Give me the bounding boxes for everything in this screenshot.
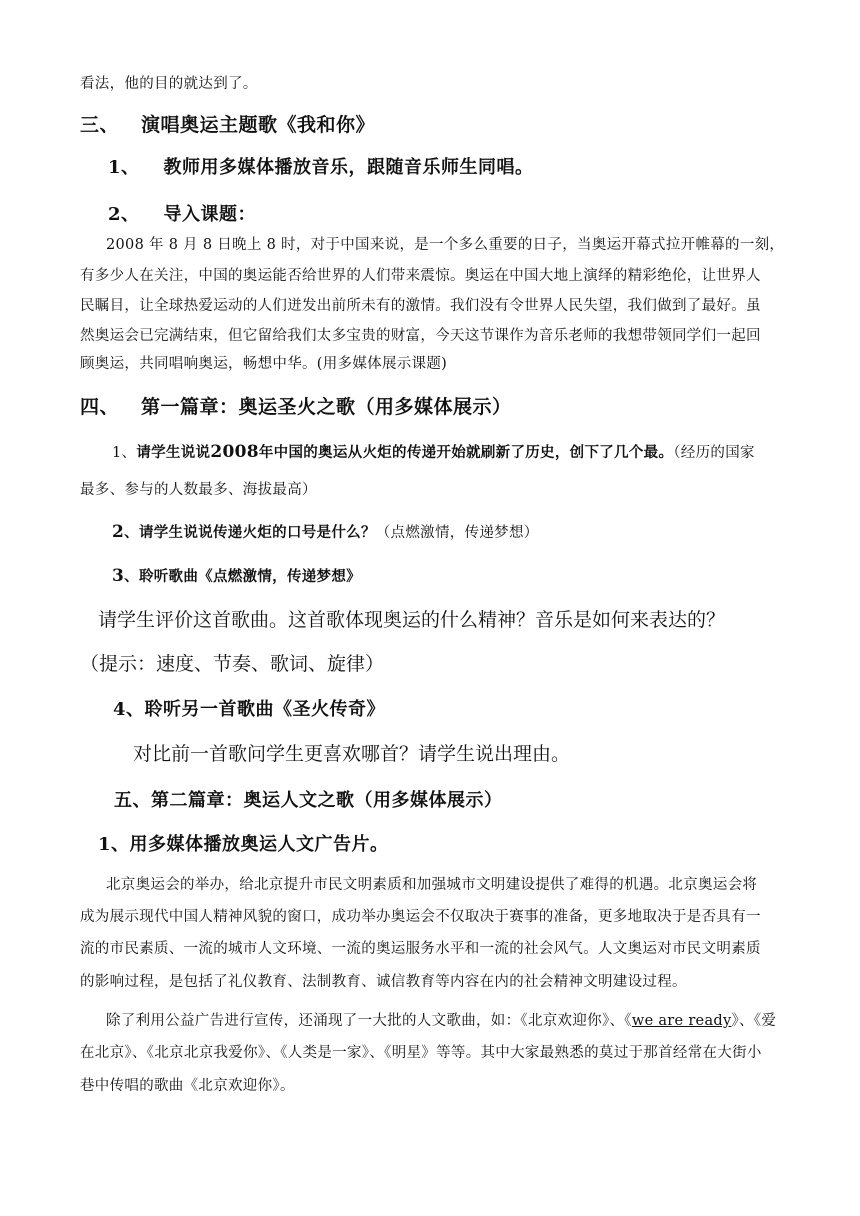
subheading-text: 教师用多媒体播放音乐，跟随音乐师生同唱。 [163, 157, 534, 178]
paragraph-line: （提示：速度、节奏、歌词、旋律） [80, 653, 385, 675]
item-number: 3 [112, 566, 125, 586]
paragraph-line: 流的市民素质、一流的城市人文环境、一流的奥运服务水平和一流的社会风气。人文奥运对市民文明素质 [80, 941, 761, 957]
paragraph-line: 对比前一首歌问学生更喜欢哪首？请学生说出理由。 [133, 743, 571, 765]
subheading-1 [108, 159, 534, 177]
question-text: 请学生说说 [136, 444, 211, 461]
section-title: 演唱奥运主题歌《我和你》 [141, 114, 376, 136]
answer-line: 最多、参与的人数最多、海拔最高） [80, 482, 317, 498]
paragraph-line: 巷中传唱的歌曲《北京欢迎你》。 [80, 1078, 295, 1094]
paragraph-line: 的影响过程，是包括了礼仪教育、法制教育、诚信教育等内容在内的社会精神文明建设过程。 [80, 974, 687, 990]
paragraph-line: 2008 年 8 月 8 日晚上 8 时，对于中国来说，是一个多么重要的日子，当奥运开幕式拉开帷幕的一刻， [106, 237, 785, 253]
paragraph-line: 有多少人在关注，中国的奥运能否给世界的人们带来震惊。奥运在中国大地上演绎的精彩绝伦，让世界人 [80, 268, 761, 284]
question-text: 、请学生说说传递火炬的口号是什么？ [124, 524, 376, 541]
answer-text: （点燃激情，传递梦想） [375, 525, 539, 541]
subheading-5-1: 1、用多媒体播放奥运人文广告片。 [98, 834, 389, 855]
question-line [112, 568, 361, 585]
paragraph-line: 在北京》、《北京北京我爱你》、《人类是一家》、《明星》等等。其中大家最熟悉的莫过于那首经常在大街小 [80, 1045, 762, 1061]
question-text: 、聆听歌曲《点燃激情，传递梦想》 [124, 568, 361, 585]
section-heading-5: 五、第二篇章：奥运人文之歌（用多媒体展示） [114, 790, 503, 811]
section-heading-3 [80, 116, 375, 135]
paragraph-line: 民瞩目，让全球热爱运动的人们迸发出前所未有的激情。我们没有令世界人民失望，我们做到了最好。虽 [80, 298, 761, 314]
text-run: 》、《爱 [731, 1013, 777, 1029]
paragraph-line [106, 1014, 776, 1029]
subheading-4: 4、聆听另一首歌曲《圣火传奇》 [113, 699, 386, 720]
year-text: 2008 [210, 442, 259, 462]
paragraph-line: 顾奥运，共同唱响奥运，畅想中华。(用多媒体展示课题) [80, 356, 448, 372]
paragraph-line: 然奥运会已完满结束，但它留给我们太多宝贵的财富，今天这节课作为音乐老师的我想带领同学们一起回 [80, 328, 761, 344]
question-line [112, 444, 755, 461]
question-text: 年中国的奥运从火炬的传递开始就刷新了历史，创下了几个最。 [258, 444, 674, 461]
subheading-number: 1、 [108, 157, 140, 178]
subheading-2 [108, 206, 256, 224]
text-run: 除了利用公益广告进行宣传，还涌现了一大批的人文歌曲，如：《北京欢迎你》、《 [106, 1013, 632, 1029]
question-line [112, 524, 539, 541]
section-title: 第一篇章：奥运圣火之歌（用多媒体展示） [141, 396, 512, 418]
item-number: 2 [112, 522, 125, 542]
answer-text: （经历的国家 [673, 445, 755, 461]
section-number: 四、 [80, 396, 120, 418]
paragraph-line: 北京奥运会的举办，给北京提升市民文明素质和加强城市文明建设提供了难得的机遇。北京奥运会将 [106, 877, 758, 893]
paragraph-line: 看法，他的目的就达到了。 [80, 76, 258, 92]
song-title-link: we are ready [631, 1013, 732, 1029]
subheading-text: 导入课题： [163, 204, 257, 225]
subheading-number: 2、 [108, 204, 140, 225]
section-heading-4 [80, 398, 512, 417]
item-number: 1、 [112, 445, 137, 461]
section-number: 三、 [80, 114, 120, 136]
paragraph-line: 成为展示现代中国人精神风貌的窗口，成功举办奥运会不仅取决于赛事的准备，更多地取决于是否具有一 [80, 909, 761, 925]
paragraph-line: 请学生评价这首歌曲。这首歌体现奥运的什么精神？音乐是如何来表达的？ [98, 609, 726, 631]
